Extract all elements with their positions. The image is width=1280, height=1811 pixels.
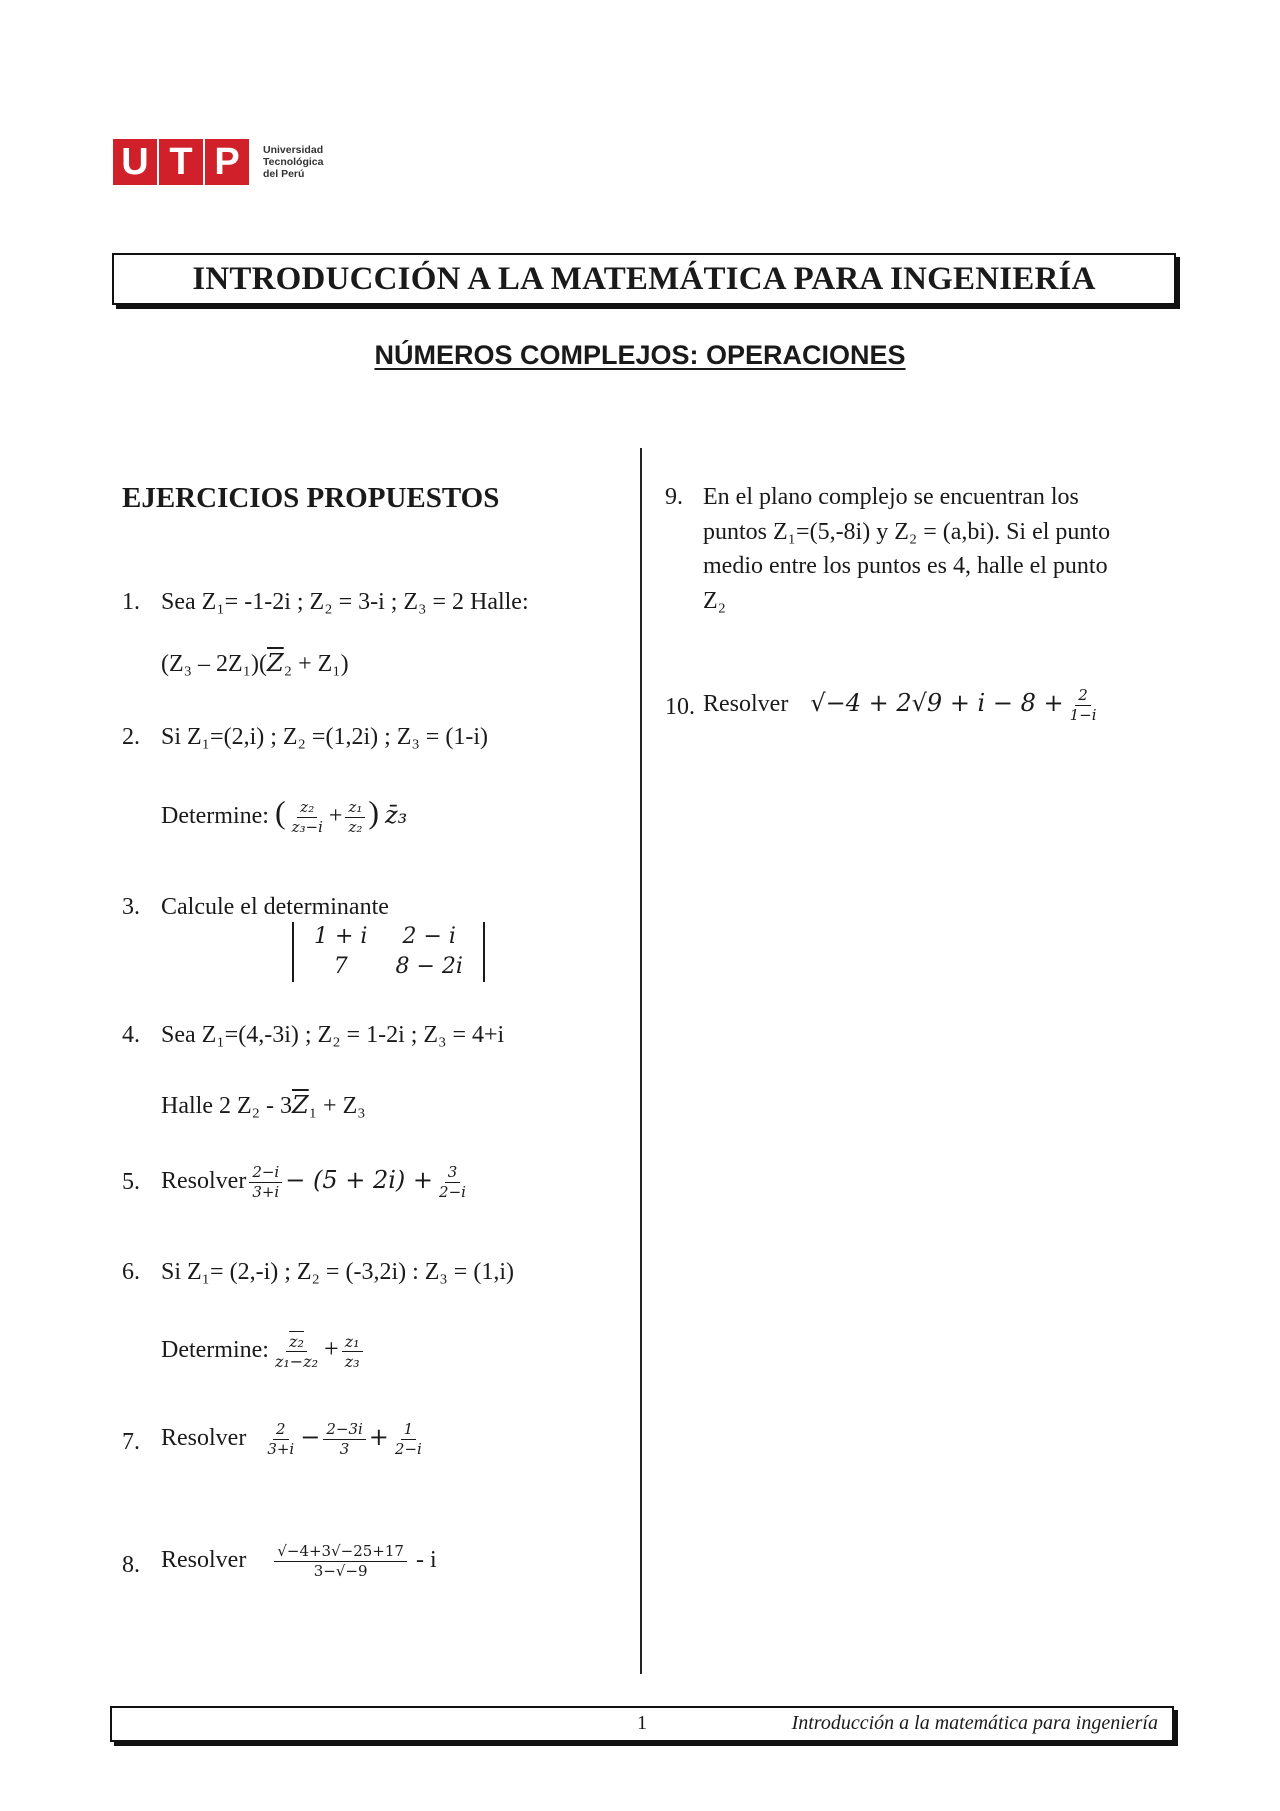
fraction: $\frac{√-4+3√-25+17}{3-√-9}$ [274,1543,407,1580]
fraction: $\frac{2-i}{3+i}$ [249,1164,282,1201]
exercise-number: 5. [122,1169,140,1195]
utp-logo [113,139,323,185]
fraction: $\frac{1}{2-i}$ [394,1419,422,1458]
exercise-number: 4. [122,1022,140,1048]
exercise-expression: Resolver $\frac{2-i}{3+i}$ − (5 + 2i) + $\frac{3}{2-i}$ [161,1163,472,1201]
exercise-statement: Sea Z₁= -1-2i ; Z₂ = 3-i ; Z₃ = 2 Halle: [161,589,529,615]
exercise-expression: Halle 2 $Z_2 - 3\overline{Z}_1 + Z_3$ [161,1091,366,1119]
exercise-statement: Si Z₁= (2,-i) ; Z₂ = (-3,2i) : Z₃ = (1,i) [161,1259,514,1285]
exercise-expression: $(Z_3 - 2Z_1)(\overline{Z}_2 + Z_1)$ [161,649,349,677]
exercise-statement: Sea Z₁=(4,-3i) ; Z₂ = 1-2i ; Z₃ = 4+i [161,1022,505,1048]
logo-letter-t: T [159,139,203,185]
fraction: $\frac{\text{z₂}}{\text{z₁−z₂}}$ [274,1331,319,1371]
exercise-number: 7. [122,1429,140,1455]
exercise-statement: Si Z₁=(2,i) ; Z₂ =(1,2i) ; Z₃ = (1-i) [161,724,488,750]
exercise-expression: Resolver √−4 + 2√9 + i − 8 + $\frac{2}{1-i}$ [703,686,1103,724]
page-title: INTRODUCCIÓN A LA MATEMÁTICA PARA INGENIERÍA [192,260,1096,297]
determinant: 1 + i 2 − i 7 8 − 2i [292,922,485,992]
footer-course-name: Introducción a la matemática para ingeniería [791,1712,1158,1734]
exercise-number: 6. [122,1259,140,1285]
fraction: $\frac{\text{z₁}}{\text{z₂}}$ [345,799,365,836]
fraction: $\frac{\text{z₂}}{\text{z₃−i}}$ [291,797,323,836]
logo-university-name: Universidad Tecnológica del Perú [263,144,324,180]
fraction: $\frac{3}{2-i}$ [439,1162,466,1201]
exercise-statement: Calcule el determinante [161,894,389,920]
page-subtitle: NÚMEROS COMPLEJOS: OPERACIONES [374,340,906,370]
title-box [112,253,1176,305]
logo-letter-u: U [113,139,157,185]
fraction: $\frac{2-3i}{3}$ [323,1421,365,1458]
exercise-number: 8. [122,1552,140,1578]
fraction: $\frac{2}{1-i}$ [1069,685,1097,724]
page-footer [110,1706,1174,1742]
page-number: 1 [637,1712,647,1734]
exercise-number: 2. [122,724,140,750]
exercise-number: 1. [122,589,140,615]
exercise-number: 3. [122,894,140,920]
fraction: $\frac{\text{z₁}}{\text{z₃}}$ [342,1333,363,1370]
exercise-expression: Determine: ( $\frac{\text{z₂}}{\text{z₃−i}}$ + $\frac{\text{z₁}}{\text{z₂}}$ ) z̄₃ [161,794,408,836]
section-heading: EJERCICIOS PROPUESTOS [122,482,500,514]
exercise-expression: Determine: $\frac{\text{z₂}}{\text{z₁−z₂}}$ + $\frac{\text{z₁}}{\text{z₃}}$ [161,1332,366,1370]
column-divider [640,448,642,1674]
fraction: $\frac{2}{3+i}$ [267,1419,295,1458]
exercise-expression: Resolver $\frac{√-4+3√-25+17}{3-√-9}$ - i [161,1542,437,1580]
exercise-number: 10. [665,694,695,720]
exercise-number: 9. [665,484,683,510]
exercise-expression: Resolver $\frac{2}{3+i}$ − $\frac{2-3i}{3}$ + $\frac{1}{2-i}$ [161,1420,428,1458]
logo-letter-p: P [205,139,249,185]
exercise-statement: En el plano complejo se encuentran los puntos Z₁=(5,-8i) y Z₂ = (a,bi). Si el punto medio entre los puntos es 4, halle el punto Z₂ [703,484,1111,614]
